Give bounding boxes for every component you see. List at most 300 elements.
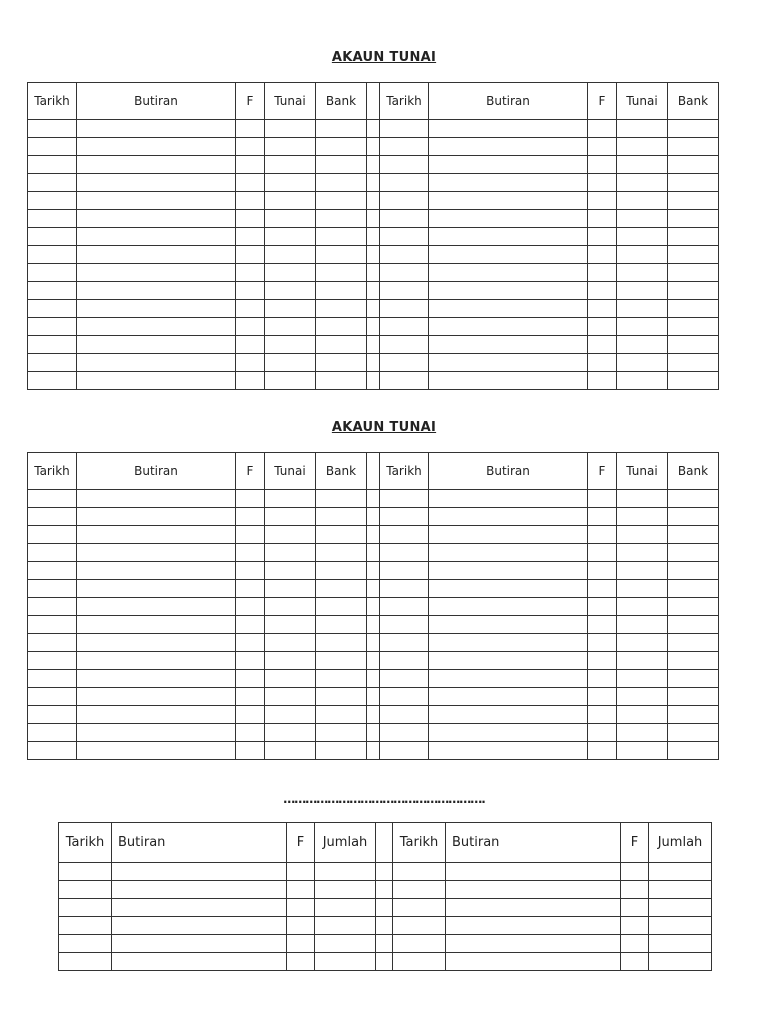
bank-cell (316, 264, 367, 282)
folio-cell (588, 544, 617, 562)
divider-cell (367, 192, 380, 210)
divider-cell (367, 634, 380, 652)
divider-cell (367, 742, 380, 760)
date-cell (380, 174, 429, 192)
table-row (28, 282, 719, 300)
cash-cell (617, 544, 668, 562)
description-cell (77, 724, 236, 742)
table-row (28, 318, 719, 336)
description-cell (112, 917, 287, 935)
folio-cell (236, 490, 265, 508)
cash-cell (617, 246, 668, 264)
divider-cell (367, 616, 380, 634)
cash-cell (265, 616, 316, 634)
cash-cell (617, 264, 668, 282)
section-1-title: AKAUN TUNAI (331, 50, 437, 65)
description-cell (77, 490, 236, 508)
bank-cell (668, 544, 719, 562)
divider-cell (367, 138, 380, 156)
bank-cell (668, 670, 719, 688)
folio-cell (588, 138, 617, 156)
table-row (59, 899, 712, 917)
description-cell (77, 508, 236, 526)
folio-cell (588, 616, 617, 634)
amount-cell (315, 953, 376, 971)
divider-cell (367, 490, 380, 508)
table-row (28, 264, 719, 282)
folio-cell (621, 881, 649, 899)
bank-cell (668, 246, 719, 264)
header-description: Butiran (429, 83, 588, 120)
date-cell (28, 544, 77, 562)
date-cell (380, 724, 429, 742)
cash-cell (265, 490, 316, 508)
description-cell (429, 372, 588, 390)
folio-cell (236, 580, 265, 598)
header-folio: F (588, 83, 617, 120)
header-description: Butiran (112, 823, 287, 863)
cash-cell (617, 634, 668, 652)
folio-cell (588, 706, 617, 724)
folio-cell (588, 508, 617, 526)
description-cell (77, 174, 236, 192)
bank-cell (668, 282, 719, 300)
bank-cell (668, 354, 719, 372)
bank-cell (668, 174, 719, 192)
description-cell (77, 652, 236, 670)
bank-cell (668, 372, 719, 390)
bank-cell (668, 706, 719, 724)
cash-cell (617, 336, 668, 354)
cash-cell (265, 544, 316, 562)
bank-cell (668, 318, 719, 336)
table-row (28, 372, 719, 390)
cash-cell (265, 508, 316, 526)
date-cell (393, 899, 446, 917)
section-2-title: AKAUN TUNAI (331, 420, 437, 435)
date-cell (380, 282, 429, 300)
description-cell (429, 526, 588, 544)
date-cell (380, 688, 429, 706)
date-cell (380, 508, 429, 526)
folio-cell (236, 282, 265, 300)
description-cell (77, 580, 236, 598)
table-row (28, 706, 719, 724)
bank-cell (316, 652, 367, 670)
bank-cell (668, 742, 719, 760)
amount-cell (649, 863, 712, 881)
date-cell (380, 300, 429, 318)
description-cell (429, 318, 588, 336)
table-row (28, 598, 719, 616)
bank-cell (668, 634, 719, 652)
folio-cell (236, 138, 265, 156)
description-cell (429, 192, 588, 210)
folio-cell (588, 580, 617, 598)
description-cell (429, 616, 588, 634)
date-cell (28, 174, 77, 192)
divider-cell (367, 652, 380, 670)
date-cell (380, 192, 429, 210)
table-row (28, 174, 719, 192)
bank-cell (668, 120, 719, 138)
description-cell (77, 120, 236, 138)
description-cell (429, 120, 588, 138)
bank-cell (316, 706, 367, 724)
date-cell (380, 562, 429, 580)
bank-cell (316, 508, 367, 526)
divider-cell (367, 562, 380, 580)
folio-cell (236, 706, 265, 724)
folio-cell (588, 724, 617, 742)
header-folio: F (236, 83, 265, 120)
column-divider (367, 453, 380, 490)
folio-cell (621, 899, 649, 917)
cash-cell (265, 228, 316, 246)
description-cell (429, 300, 588, 318)
table-row (59, 953, 712, 971)
table-row (28, 300, 719, 318)
description-cell (429, 138, 588, 156)
date-cell (28, 562, 77, 580)
date-cell (380, 544, 429, 562)
bank-cell (668, 138, 719, 156)
cash-cell (617, 282, 668, 300)
date-cell (28, 670, 77, 688)
divider-cell (367, 174, 380, 192)
date-cell (380, 580, 429, 598)
folio-cell (287, 899, 315, 917)
description-cell (429, 742, 588, 760)
divider-cell (376, 881, 393, 899)
header-bank: Bank (668, 83, 719, 120)
cash-cell (617, 300, 668, 318)
bank-cell (668, 508, 719, 526)
amount-cell (649, 953, 712, 971)
cash-cell (265, 120, 316, 138)
bank-cell (316, 336, 367, 354)
folio-cell (588, 336, 617, 354)
description-cell (77, 670, 236, 688)
table-row (28, 138, 719, 156)
cash-cell (617, 318, 668, 336)
cash-cell (265, 688, 316, 706)
header-amount: Jumlah (315, 823, 376, 863)
folio-cell (236, 724, 265, 742)
folio-cell (236, 192, 265, 210)
amount-cell (315, 863, 376, 881)
divider-cell (367, 228, 380, 246)
amount-cell (649, 917, 712, 935)
date-cell (380, 336, 429, 354)
cash-cell (265, 742, 316, 760)
bank-cell (668, 300, 719, 318)
folio-cell (236, 508, 265, 526)
description-cell (429, 670, 588, 688)
bank-cell (668, 210, 719, 228)
folio-cell (236, 742, 265, 760)
table-row (28, 120, 719, 138)
cash-cell (265, 246, 316, 264)
folio-cell (588, 526, 617, 544)
cash-cell (265, 372, 316, 390)
cash-account-table-1 (27, 82, 719, 390)
bank-cell (668, 336, 719, 354)
divider-cell (367, 724, 380, 742)
folio-cell (588, 598, 617, 616)
description-cell (446, 935, 621, 953)
description-cell (429, 544, 588, 562)
bank-cell (668, 580, 719, 598)
section-3-title-blank: ………………………………………………. (283, 792, 485, 806)
description-cell (446, 863, 621, 881)
amount-cell (315, 935, 376, 953)
description-cell (429, 354, 588, 372)
folio-cell (588, 246, 617, 264)
bank-cell (316, 138, 367, 156)
date-cell (28, 490, 77, 508)
folio-cell (236, 688, 265, 706)
cash-cell (617, 670, 668, 688)
description-cell (77, 688, 236, 706)
folio-cell (287, 863, 315, 881)
description-cell (446, 881, 621, 899)
divider-cell (367, 598, 380, 616)
column-divider (376, 823, 393, 863)
description-cell (77, 300, 236, 318)
description-cell (429, 652, 588, 670)
table-row (28, 508, 719, 526)
table-row (59, 917, 712, 935)
description-cell (77, 706, 236, 724)
bank-cell (668, 156, 719, 174)
description-cell (429, 156, 588, 174)
header-date: Tarikh (28, 453, 77, 490)
folio-cell (236, 616, 265, 634)
description-cell (429, 508, 588, 526)
cash-cell (617, 598, 668, 616)
cash-cell (617, 508, 668, 526)
table-row (28, 616, 719, 634)
bank-cell (316, 580, 367, 598)
table-row (28, 228, 719, 246)
divider-cell (376, 899, 393, 917)
bank-cell (668, 652, 719, 670)
table-row (28, 688, 719, 706)
cash-cell (265, 598, 316, 616)
folio-cell (236, 562, 265, 580)
description-cell (112, 899, 287, 917)
folio-cell (588, 688, 617, 706)
date-cell (59, 863, 112, 881)
description-cell (77, 282, 236, 300)
description-cell (429, 174, 588, 192)
bank-cell (316, 282, 367, 300)
bank-cell (316, 670, 367, 688)
description-cell (429, 264, 588, 282)
date-cell (28, 228, 77, 246)
description-cell (429, 282, 588, 300)
folio-cell (236, 598, 265, 616)
bank-cell (668, 562, 719, 580)
date-cell (28, 724, 77, 742)
bank-cell (316, 490, 367, 508)
date-cell (28, 372, 77, 390)
description-cell (429, 598, 588, 616)
date-cell (28, 120, 77, 138)
cash-cell (265, 724, 316, 742)
amount-cell (649, 899, 712, 917)
bank-cell (316, 156, 367, 174)
date-cell (380, 372, 429, 390)
description-cell (112, 953, 287, 971)
cash-cell (617, 652, 668, 670)
date-cell (28, 336, 77, 354)
date-cell (380, 210, 429, 228)
description-cell (429, 562, 588, 580)
table-row (28, 526, 719, 544)
description-cell (429, 246, 588, 264)
divider-cell (367, 372, 380, 390)
date-cell (393, 953, 446, 971)
date-cell (380, 228, 429, 246)
bank-cell (668, 526, 719, 544)
table-row (28, 192, 719, 210)
description-cell (429, 336, 588, 354)
date-cell (28, 138, 77, 156)
folio-cell (588, 670, 617, 688)
amount-cell (315, 917, 376, 935)
date-cell (393, 917, 446, 935)
date-cell (28, 526, 77, 544)
header-cash: Tunai (265, 83, 316, 120)
description-cell (77, 372, 236, 390)
folio-cell (236, 336, 265, 354)
bank-cell (668, 616, 719, 634)
date-cell (380, 354, 429, 372)
description-cell (112, 881, 287, 899)
divider-cell (376, 935, 393, 953)
folio-cell (236, 354, 265, 372)
folio-cell (236, 246, 265, 264)
date-cell (59, 899, 112, 917)
description-cell (77, 246, 236, 264)
table-row (28, 210, 719, 228)
date-cell (28, 282, 77, 300)
folio-cell (236, 156, 265, 174)
folio-cell (588, 372, 617, 390)
description-cell (77, 156, 236, 174)
date-cell (28, 318, 77, 336)
header-description: Butiran (446, 823, 621, 863)
folio-cell (236, 174, 265, 192)
divider-cell (367, 544, 380, 562)
cash-cell (617, 192, 668, 210)
cash-cell (617, 724, 668, 742)
bank-cell (668, 490, 719, 508)
table-row (28, 742, 719, 760)
folio-cell (621, 953, 649, 971)
description-cell (429, 688, 588, 706)
bank-cell (316, 120, 367, 138)
date-cell (380, 670, 429, 688)
cash-cell (617, 138, 668, 156)
divider-cell (367, 688, 380, 706)
date-cell (380, 318, 429, 336)
folio-cell (588, 490, 617, 508)
date-cell (59, 953, 112, 971)
description-cell (77, 354, 236, 372)
table-row (59, 881, 712, 899)
table-row (28, 634, 719, 652)
folio-cell (588, 156, 617, 174)
header-description: Butiran (429, 453, 588, 490)
cash-cell (265, 336, 316, 354)
description-cell (429, 580, 588, 598)
header-date: Tarikh (28, 83, 77, 120)
folio-cell (588, 634, 617, 652)
cash-cell (265, 706, 316, 724)
folio-cell (588, 264, 617, 282)
cash-cell (265, 652, 316, 670)
folio-cell (287, 917, 315, 935)
date-cell (28, 156, 77, 174)
folio-cell (588, 192, 617, 210)
folio-cell (236, 526, 265, 544)
table-row (28, 246, 719, 264)
date-cell (380, 264, 429, 282)
bank-cell (316, 318, 367, 336)
folio-cell (287, 935, 315, 953)
folio-cell (588, 562, 617, 580)
cash-cell (265, 156, 316, 174)
divider-cell (367, 282, 380, 300)
header-description: Butiran (77, 453, 236, 490)
date-cell (28, 192, 77, 210)
description-cell (429, 228, 588, 246)
table-row (28, 156, 719, 174)
description-cell (77, 526, 236, 544)
bank-cell (668, 598, 719, 616)
cash-cell (617, 174, 668, 192)
description-cell (446, 917, 621, 935)
folio-cell (236, 544, 265, 562)
date-cell (393, 863, 446, 881)
folio-cell (236, 634, 265, 652)
header-cash: Tunai (617, 453, 668, 490)
folio-cell (236, 120, 265, 138)
folio-cell (621, 935, 649, 953)
bank-cell (668, 264, 719, 282)
table-row (28, 562, 719, 580)
table-row (28, 544, 719, 562)
header-folio: F (236, 453, 265, 490)
bank-cell (316, 526, 367, 544)
table-row (28, 652, 719, 670)
folio-cell (236, 210, 265, 228)
folio-cell (588, 282, 617, 300)
folio-cell (236, 372, 265, 390)
description-cell (446, 953, 621, 971)
folio-cell (588, 228, 617, 246)
divider-cell (367, 670, 380, 688)
folio-cell (236, 652, 265, 670)
folio-cell (621, 917, 649, 935)
cash-cell (265, 192, 316, 210)
cash-cell (265, 634, 316, 652)
cash-cell (617, 490, 668, 508)
bank-cell (668, 228, 719, 246)
